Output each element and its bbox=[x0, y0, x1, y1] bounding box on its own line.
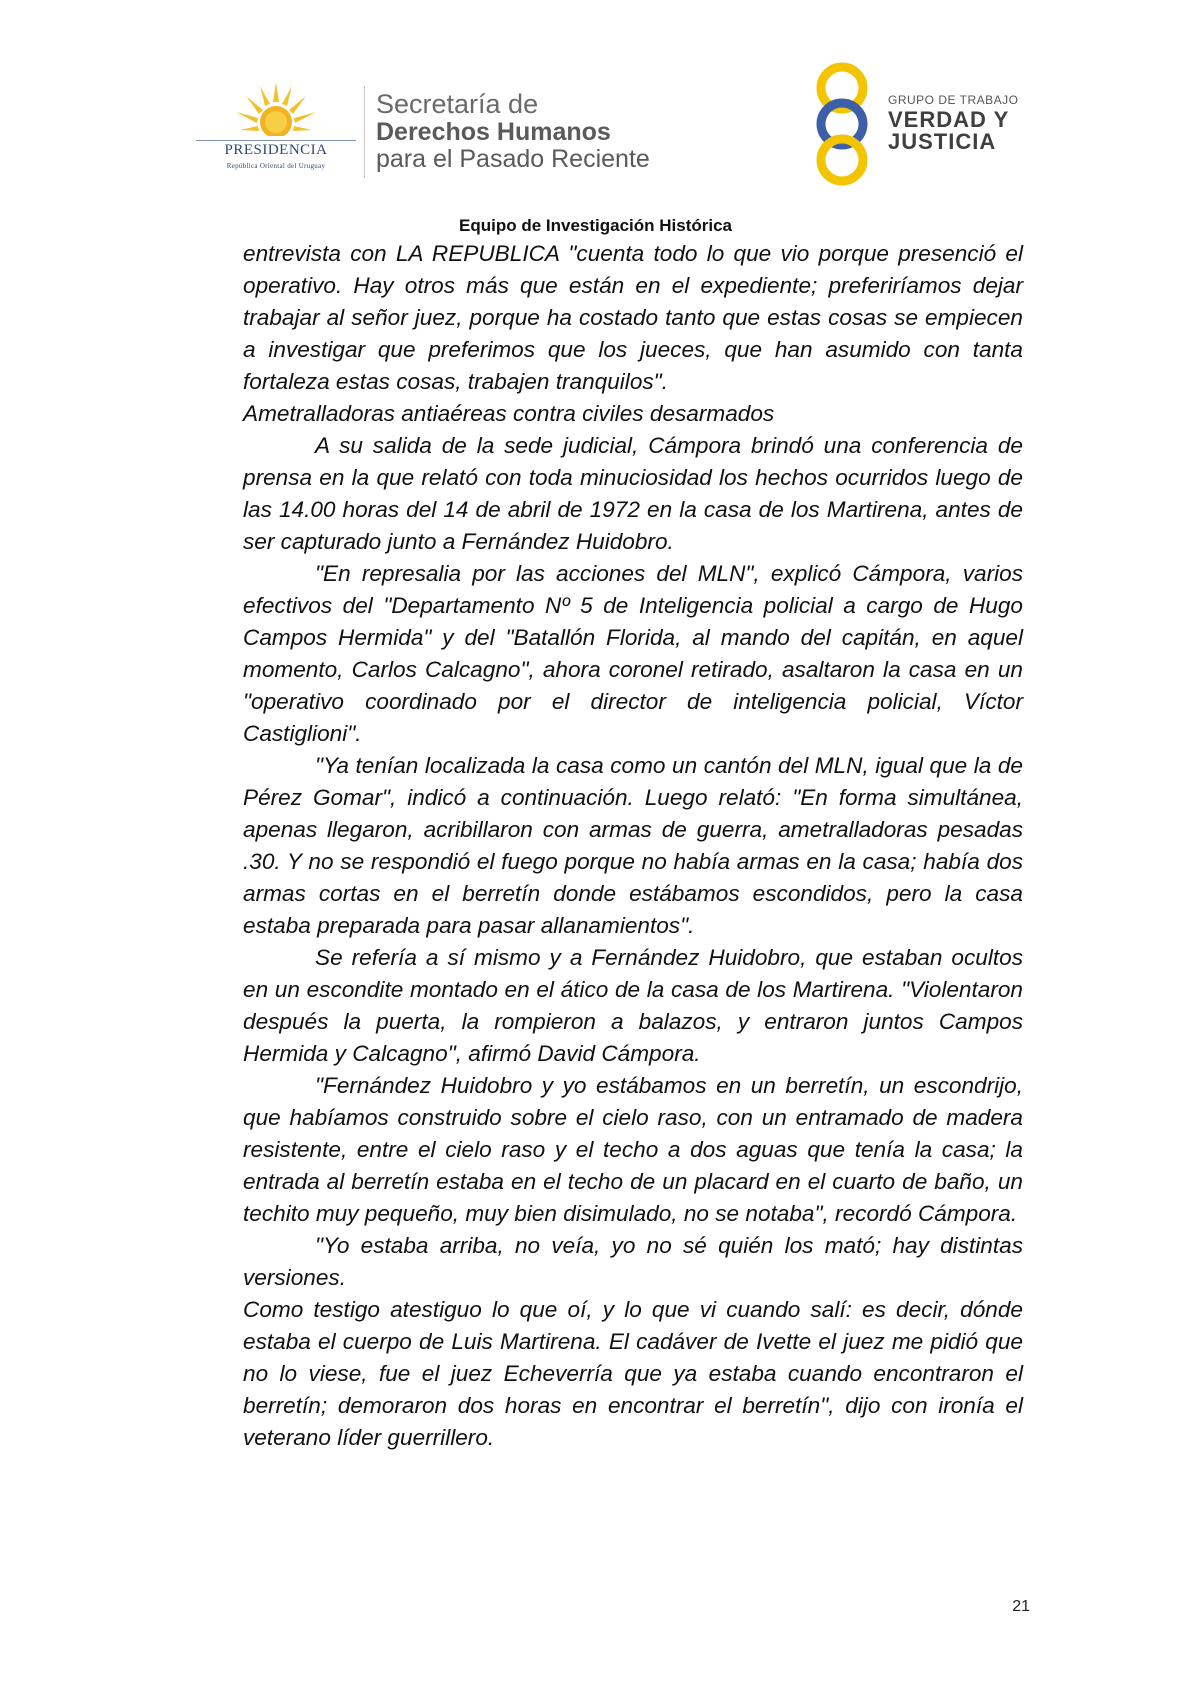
team-title: Equipo de Investigación Histórica bbox=[459, 216, 732, 235]
secretaria-line-2: Derechos Humanos bbox=[376, 118, 611, 147]
secretaria-logo-text bbox=[376, 90, 650, 173]
presidencia-name: PRESIDENCIA bbox=[224, 142, 328, 158]
paragraph: entrevista con LA REPUBLICA "cuenta todo lo que vio porque presenció el operativo. Hay otros más que están en el expediente; preferiríamos dejar trabajar al señor juez, porque ha costado tanto que estas cosas se empiecen a investigar que preferimos que los jueces, que han asumido con tanta fortaleza estas cosas, trabajen tranquilos". bbox=[243, 241, 1023, 394]
paragraph: "Fernández Huidobro y yo estábamos en un berretín, un escondrijo, que habíamos construido sobre el cielo raso, con un entramado de madera resistente, entre el cielo raso y el techo a dos aguas que tenía la casa; la entrada al berretín estaba en el techo de un placard en el cuarto de baño, un techito muy pequeño, muy bien disimulado, no se notaba", recordó Cámpora. bbox=[243, 1073, 1023, 1226]
presidencia-subtitle: República Oriental del Uruguay bbox=[226, 162, 326, 170]
presidencia-rule bbox=[196, 140, 356, 141]
grupo-line-3: JUSTICIA bbox=[888, 129, 997, 154]
secretaria-line-3: para el Pasado Reciente bbox=[376, 145, 650, 174]
grupo-line-2: VERDAD Y bbox=[888, 107, 1010, 132]
paragraph: "Ya tenían localizada la casa como un cantón del MLN, igual que la de Pérez Gomar", indicó a continuación. Luego relató: "En forma simultánea, apenas llegaron, acribillaron con armas de guerra, ametralladoras pesadas .30. Y no se respondió el fuego porque no había armas en la casa; había dos armas cortas en el berretín donde estábamos escondidos, pero la casa estaba preparada para pasar allanamientos". bbox=[243, 753, 1023, 938]
page-number: 21 bbox=[1012, 1598, 1030, 1615]
interlocking-rings-icon bbox=[806, 62, 896, 190]
grupo-verdad-justicia-logo bbox=[806, 62, 1036, 190]
paragraph: A su salida de la sede judicial, Cámpora brindó una conferencia de prensa en la que relató con toda minuciosidad los hechos ocurridos luego de las 14.00 horas del 14 de abril de 1972 en la casa de los Martirena, antes de ser capturado junto a Fernández Huidobro. bbox=[243, 433, 1023, 554]
paragraph: "En represalia por las acciones del MLN", explicó Cámpora, varios efectivos del "Departamento Nº 5 de Inteligencia policial a cargo de Hugo Campos Hermida" y del "Batallón Florida, al mando del capitán, en aquel momento, Carlos Calcagno", ahora coronel retirado, asaltaron la casa en un "operativo coordinado por el director de inteligencia policial, Víctor Castiglioni". bbox=[243, 561, 1023, 746]
paragraph: Como testigo atestiguo lo que oí, y lo que vi cuando salí: es decir, dónde estaba el cuerpo de Luis Martirena. El cadáver de Ivette el juez me pidió que no lo viese, fue el juez Echeverría que ya estaba cuando encontraron el berretín; demoraron dos horas en encontrar el berretín", dijo con ironía el veterano líder guerrillero. bbox=[243, 1297, 1023, 1450]
grupo-text bbox=[888, 94, 1018, 153]
paragraph: Ametralladoras antiaéreas contra civiles desarmados bbox=[243, 401, 775, 426]
header-divider bbox=[364, 86, 365, 178]
grupo-line-1: GRUPO DE TRABAJO bbox=[888, 93, 1019, 107]
sun-emblem-icon bbox=[232, 80, 320, 142]
page-header bbox=[0, 0, 1191, 200]
paragraph: Se refería a sí mismo y a Fernández Huidobro, que estaban ocultos en un escondite montado en el ático de la casa de los Martirena. "Violentaron después la puerta, la rompieron a balazos, y entraron juntos Campos Hermida y Calcagno", afirmó David Cámpora. bbox=[243, 945, 1023, 1066]
secretaria-line-1: Secretaría de bbox=[376, 89, 539, 119]
presidencia-logo bbox=[196, 80, 356, 180]
paragraph: "Yo estaba arriba, no veía, yo no sé quién los mató; hay distintas versiones. bbox=[243, 1233, 1023, 1290]
body-text bbox=[243, 238, 1023, 1454]
